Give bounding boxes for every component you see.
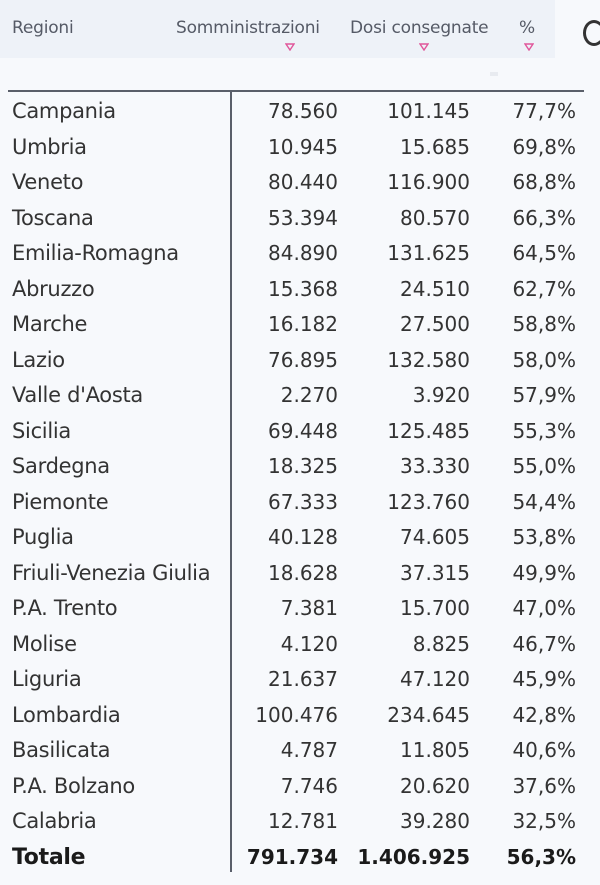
cell-dosi-consegnate: 74.605 [400, 525, 470, 549]
cell-region: Lombardia [12, 702, 121, 727]
cell-somministrazioni: 18.325 [268, 454, 338, 478]
cell-dosi-consegnate: 20.620 [400, 773, 470, 798]
cell-percent: 58,8% [512, 312, 576, 336]
table-row [0, 662, 600, 698]
cell-somministrazioni: 100.476 [255, 702, 338, 727]
cell-percent: 54,4% [512, 489, 576, 514]
cell-region: Molise [12, 631, 77, 656]
cell-percent: 55,0% [512, 454, 576, 478]
cell-dosi-consegnate: 11.805 [400, 738, 470, 762]
cell-region: P.A. Bolzano [12, 773, 135, 798]
cell-dosi-consegnate: 101.145 [387, 99, 470, 123]
cell-percent: 32,5% [512, 809, 576, 833]
table-row [0, 272, 600, 308]
cell-region: Campania [12, 99, 116, 123]
cell-percent: 64,5% [512, 241, 576, 265]
table-row [0, 94, 600, 130]
cell-region: Emilia-Romagna [12, 241, 179, 265]
table-total-row [0, 840, 600, 876]
cell-region: Valle d'Aosta [12, 383, 143, 407]
cell-region: Toscana [12, 205, 94, 230]
cell-region: Umbria [12, 134, 87, 159]
table-row [0, 236, 600, 272]
table-row [0, 485, 600, 521]
cell-percent: 55,3% [512, 418, 576, 443]
cell-percent: 49,9% [512, 560, 576, 585]
table-row [0, 343, 600, 379]
cell-percent: 42,8% [512, 702, 576, 727]
table-row [0, 449, 600, 485]
cell-region: Abruzzo [12, 276, 95, 301]
cell-somministrazioni: 7.746 [280, 773, 338, 798]
cell-dosi-consegnate: 234.645 [387, 702, 470, 727]
column-header-dosi-consegnate[interactable]: Dosi consegnate [350, 18, 489, 38]
cell-somministrazioni: 80.440 [268, 170, 338, 194]
cell-percent: 62,7% [512, 276, 576, 301]
cell-somministrazioni: 791.734 [246, 844, 338, 869]
cell-region: Sicilia [12, 418, 71, 443]
cell-dosi-consegnate: 80.570 [400, 205, 470, 230]
cell-region: Calabria [12, 809, 97, 833]
table-row [0, 627, 600, 663]
cell-dosi-consegnate: 27.500 [400, 312, 470, 336]
cell-somministrazioni: 67.333 [268, 489, 338, 514]
scrollbar-thumb[interactable] [490, 72, 498, 76]
cell-somministrazioni: 7.381 [280, 596, 338, 620]
cell-dosi-consegnate: 3.920 [412, 383, 470, 407]
cell-percent: 45,9% [512, 667, 576, 691]
cell-somministrazioni: 84.890 [268, 241, 338, 265]
table-row [0, 520, 600, 556]
table-row [0, 130, 600, 166]
cell-somministrazioni: 40.128 [268, 525, 338, 549]
table-body [0, 94, 600, 875]
table-header [0, 0, 555, 58]
cell-percent: 68,8% [512, 170, 576, 194]
table-row [0, 769, 600, 805]
cell-dosi-consegnate: 39.280 [400, 809, 470, 833]
table-row [0, 591, 600, 627]
table-row [0, 307, 600, 343]
cell-dosi-consegnate: 116.900 [387, 170, 470, 194]
cell-region: Veneto [12, 170, 84, 194]
cell-somministrazioni: 12.781 [268, 809, 338, 833]
cell-somministrazioni: 53.394 [268, 205, 338, 230]
cell-dosi-consegnate: 47.120 [400, 667, 470, 691]
cell-percent: 66,3% [512, 205, 576, 230]
table-row [0, 556, 600, 592]
cell-percent: 37,6% [512, 773, 576, 798]
cell-percent: 56,3% [506, 844, 576, 869]
cell-region: Totale [12, 844, 86, 870]
sort-down-arrow-icon[interactable] [285, 43, 295, 51]
cell-somministrazioni: 10.945 [268, 134, 338, 159]
column-header-somministrazioni[interactable]: Somministrazioni [176, 18, 320, 38]
header-divider [8, 90, 584, 92]
cell-region: Sardegna [12, 454, 110, 478]
cell-somministrazioni: 69.448 [268, 418, 338, 443]
cell-somministrazioni: 16.182 [268, 312, 338, 336]
table-row [0, 804, 600, 840]
table-row [0, 201, 600, 237]
cell-dosi-consegnate: 125.485 [387, 418, 470, 443]
cell-percent: 53,8% [512, 525, 576, 549]
cell-percent: 58,0% [512, 347, 576, 372]
cell-region: Lazio [12, 347, 65, 372]
table-row [0, 698, 600, 734]
column-header-regioni[interactable]: Regioni [12, 18, 74, 38]
cell-region: Liguria [12, 667, 82, 691]
cell-region: Basilicata [12, 738, 111, 762]
cell-somministrazioni: 2.270 [280, 383, 338, 407]
cell-region: Piemonte [12, 489, 109, 514]
cell-somministrazioni: 21.637 [268, 667, 338, 691]
cell-dosi-consegnate: 8.825 [412, 631, 470, 656]
cell-region: Marche [12, 312, 88, 336]
cell-somministrazioni: 78.560 [268, 99, 338, 123]
cell-region: Puglia [12, 525, 74, 549]
cell-percent: 77,7% [512, 99, 576, 123]
table-row [0, 165, 600, 201]
cell-dosi-consegnate: 123.760 [387, 489, 470, 514]
cell-percent: 57,9% [512, 383, 576, 407]
cell-dosi-consegnate: 33.330 [400, 454, 470, 478]
cell-region: Friuli-Venezia Giulia [12, 560, 211, 585]
cell-dosi-consegnate: 24.510 [400, 276, 470, 301]
cell-dosi-consegnate: 132.580 [387, 347, 470, 372]
loading-spinner-icon [583, 20, 600, 46]
cell-dosi-consegnate: 15.685 [400, 134, 470, 159]
cell-percent: 46,7% [512, 631, 576, 656]
cell-percent: 47,0% [512, 596, 576, 620]
cell-percent: 69,8% [512, 134, 576, 159]
cell-somministrazioni: 15.368 [268, 276, 338, 301]
table-row [0, 414, 600, 450]
cell-somministrazioni: 4.120 [280, 631, 338, 656]
cell-region: P.A. Trento [12, 596, 118, 620]
cell-somministrazioni: 76.895 [268, 347, 338, 372]
cell-dosi-consegnate: 1.406.925 [357, 844, 470, 869]
cell-somministrazioni: 18.628 [268, 560, 338, 585]
sort-down-arrow-icon[interactable] [419, 43, 429, 51]
cell-dosi-consegnate: 15.700 [400, 596, 470, 620]
cell-percent: 40,6% [512, 738, 576, 762]
table-row [0, 378, 600, 414]
cell-dosi-consegnate: 131.625 [387, 241, 470, 265]
cell-dosi-consegnate: 37.315 [400, 560, 470, 585]
table-row [0, 733, 600, 769]
cell-somministrazioni: 4.787 [280, 738, 338, 762]
column-header-percent[interactable]: % [519, 18, 535, 38]
sort-down-arrow-icon[interactable] [524, 43, 534, 51]
